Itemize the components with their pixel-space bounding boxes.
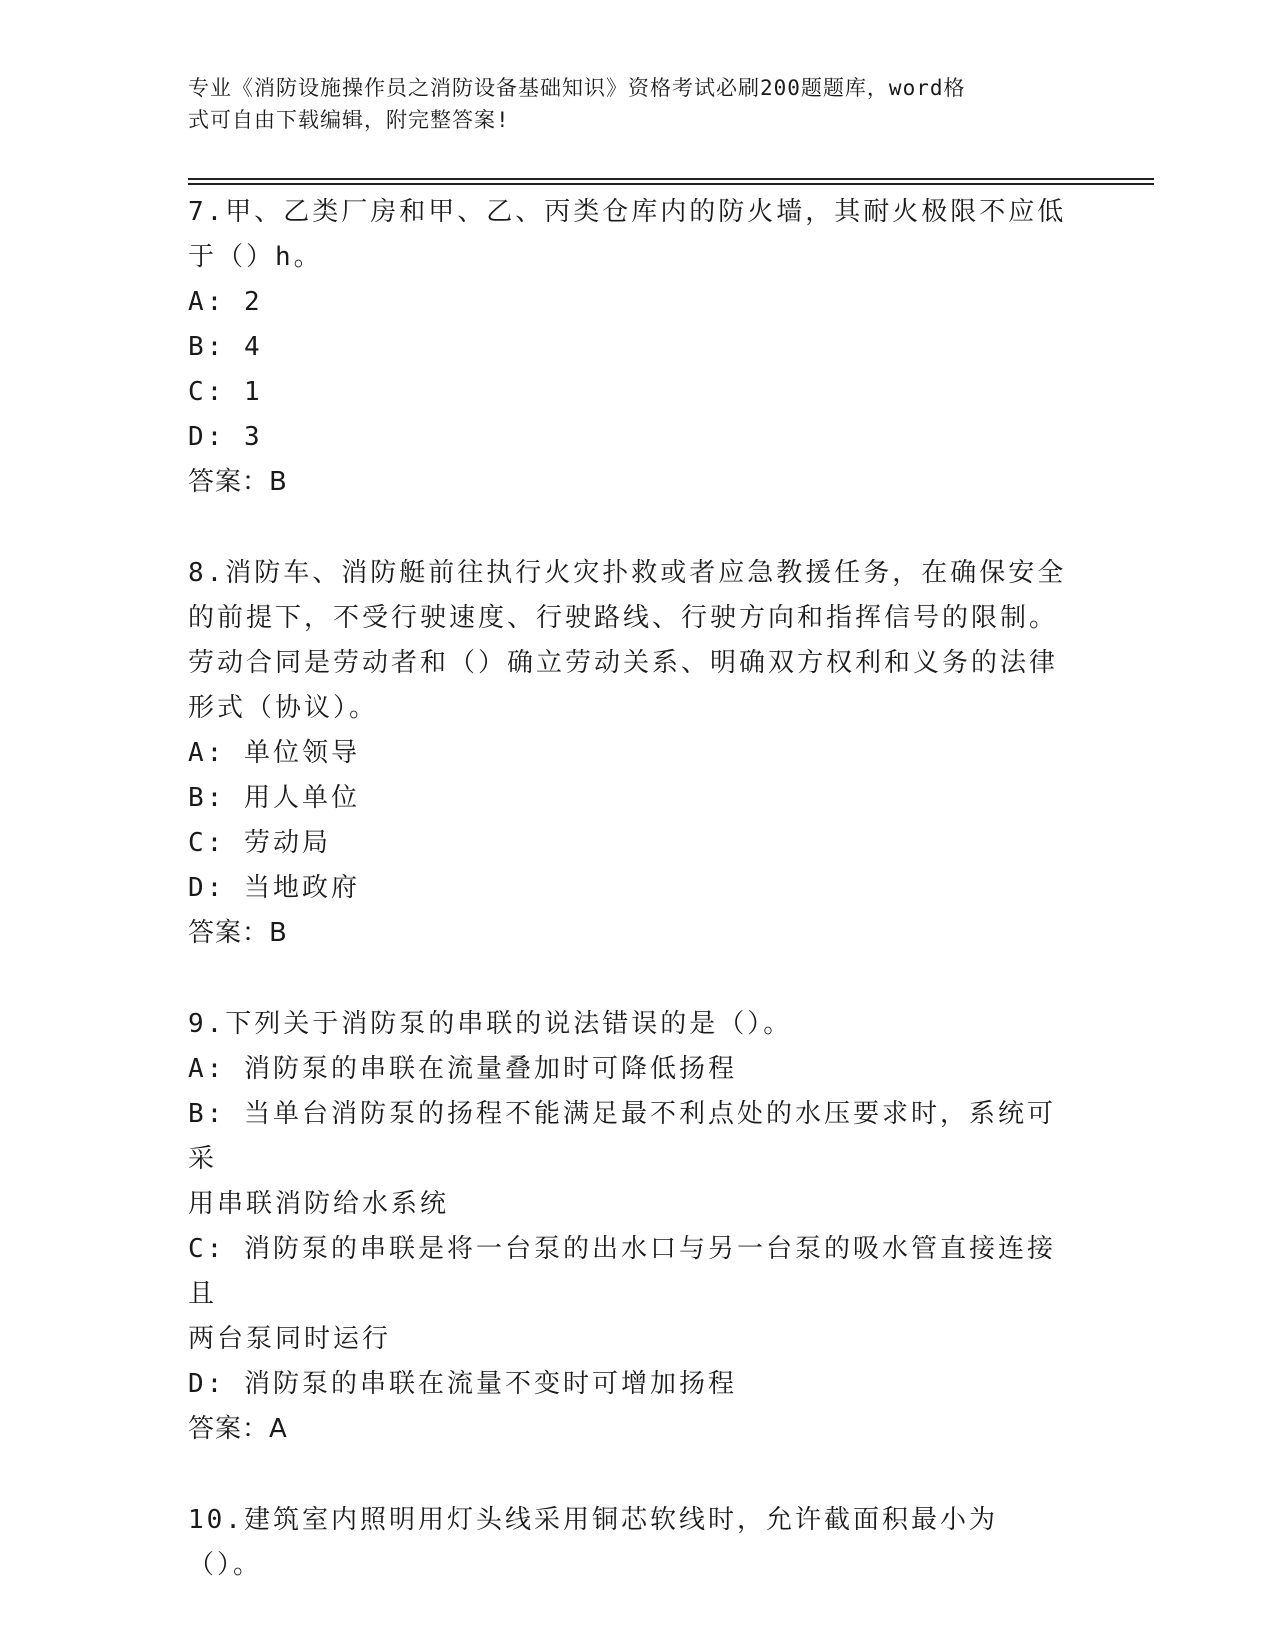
- option-c-continued: 两台泵同时运行: [188, 1324, 392, 1354]
- answer-line: 答案：B: [188, 918, 288, 948]
- option-b-continued: 用串联消防给水系统: [188, 1189, 450, 1219]
- option-c: C: 1: [188, 377, 263, 407]
- question-text: 7.甲、乙类厂房和甲、乙、丙类仓库内的防火墙，其耐火极限不应低: [188, 197, 1067, 227]
- question-text: 的前提下，不受行驶速度、行驶路线、行驶方向和指挥信号的限制。: [188, 603, 1059, 633]
- answer-line: 答案：B: [188, 467, 288, 497]
- header-divider-top: [188, 178, 1154, 180]
- option-a: A: 消防泵的串联在流量叠加时可降低扬程: [188, 1054, 737, 1084]
- option-d: D: 消防泵的串联在流量不变时可增加扬程: [188, 1369, 737, 1399]
- option-c: C: 消防泵的串联是将一台泵的出水口与另一台泵的吸水管直接连接且: [188, 1234, 1056, 1309]
- question-text: 于（）h。: [188, 242, 323, 272]
- question-text: 形式（协议）。: [188, 693, 379, 723]
- option-d: D: 3: [188, 422, 263, 452]
- spacer: [188, 1452, 1068, 1498]
- option-b: B: 用人单位: [188, 783, 360, 813]
- question-9: [188, 1002, 1068, 1452]
- question-text: 劳动合同是劳动者和（）确立劳动关系、明确双方权利和义务的法律: [188, 648, 1059, 678]
- question-text: 10.建筑室内照明用灯头线采用铜芯软线时，允许截面积最小为（）。: [188, 1505, 998, 1580]
- question-text: 8.消防车、消防艇前往执行火灾扑救或者应急教援任务，在确保安全: [188, 558, 1067, 588]
- question-8: [188, 551, 1068, 956]
- option-a: A: 2: [188, 287, 263, 317]
- spacer: [188, 956, 1068, 1002]
- option-d: D: 当地政府: [188, 873, 360, 903]
- option-c: C: 劳动局: [188, 828, 331, 858]
- answer-line: 答案：A: [188, 1414, 288, 1444]
- question-text: 9.下列关于消防泵的串联的说法错误的是（）。: [188, 1009, 793, 1039]
- question-list: [188, 190, 1068, 1588]
- option-a: A: 单位领导: [188, 738, 360, 768]
- header-divider-bottom: [188, 183, 1154, 185]
- header-line-1: 专业《消防设施操作员之消防设备基础知识》资格考试必刷200题题库，word格: [188, 76, 966, 100]
- header-line-2: 式可自由下载编辑，附完整答案!: [188, 108, 510, 132]
- option-b: B: 4: [188, 332, 263, 362]
- spacer: [188, 505, 1068, 551]
- question-10: [188, 1498, 1068, 1588]
- document-header: [188, 72, 1068, 136]
- question-7: [188, 190, 1068, 505]
- option-b: B: 当单台消防泵的扬程不能满足最不利点处的水压要求时，系统可采: [188, 1099, 1056, 1174]
